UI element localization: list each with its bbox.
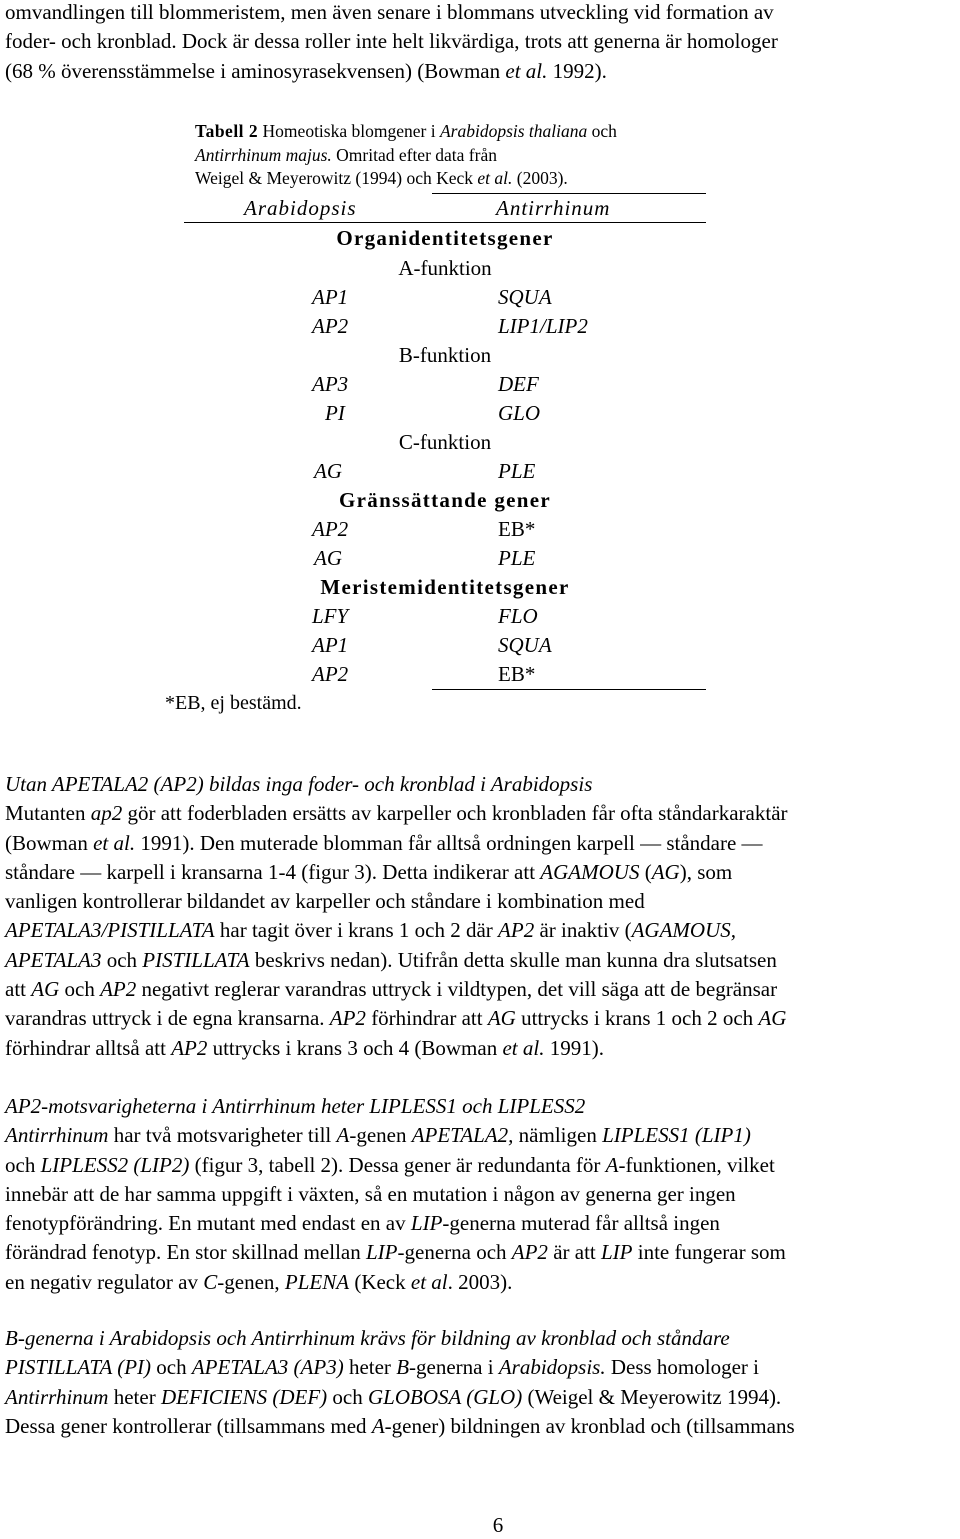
- table-cell: PLE: [498, 459, 536, 483]
- section2: AP2-motsvarigheterna i Antirrhinum heter LIPLESS1 och LIPLESS2 Antirrhinum har två motsvarigheter till A-genen APETALA2, nämligen LIPLESS1 (LIP1) och LIPLESS2 (LIP2) (figur 3, tabell 2). Dessa gener är redundanta för A-funktionen, vilket innebär att de har samma uppgift i växten, så en mutation i någon av generna ger ingen fenotypförändring. En mutant med endast en av LIP-generna muterad får alltså ingen förändrad fenotyp. En stor skillnad mellan LIP-generna och AP2 är att LIP inte fungerar som en negativ regulator av C-genen, PLENA (Keck et al. 2003).: [5, 1094, 786, 1294]
- table-bottom-rule: [432, 689, 706, 690]
- intro-line-2: foder- och kronblad. Dock är dessa roller inte helt likvärdiga, trots att generna är homologer: [5, 29, 778, 54]
- table-header-rule: [184, 222, 706, 223]
- table-cell: AP1: [312, 633, 349, 657]
- table-cell: EB*: [498, 662, 536, 686]
- col-header-arabidopsis: Arabidopsis: [244, 196, 357, 220]
- intro-paragraph: [5, 0, 955, 86]
- function-label: B-funktion: [398, 343, 492, 367]
- intro-line-1: omvandlingen till blommeristem, men även senare i blommans utveckling vid formation av: [5, 0, 774, 24]
- intro-line-3: (68 % överensstämmelse i aminosyrasekvensen) (Bowman: [5, 58, 506, 83]
- table-cell: AG: [314, 459, 342, 483]
- intro-tail: 1992).: [547, 58, 607, 83]
- table-caption: Tabell 2 Homeotiska blomgener i Arabidopsis thaliana och Antirrhinum majus. Omritad efter data från Weigel & Meyerowitz (1994) och Keck et al. (2003).: [195, 121, 617, 188]
- table-cell: SQUA: [498, 285, 552, 309]
- page-number: 6: [492, 1513, 504, 1537]
- table-cell: LFY: [312, 604, 349, 628]
- table-cell: AP2: [312, 314, 349, 338]
- table-cell: DEF: [498, 372, 539, 396]
- table-cell: PLE: [498, 546, 536, 570]
- table-cell: LIP1/LIP2: [498, 314, 588, 338]
- function-label: A-funktion: [398, 256, 492, 280]
- section2-heading: AP2-motsvarigheterna i Antirrhinum heter LIPLESS1 och LIPLESS2: [5, 1094, 586, 1118]
- table-cell: AP2: [312, 662, 349, 686]
- table-cell: AP3: [312, 372, 349, 396]
- section1-heading: Utan APETALA2 (AP2) bildas inga foder- och kronblad i Arabidopsis: [5, 772, 593, 796]
- section-title: Gränssättande gener: [339, 488, 551, 512]
- table-top-rule: [432, 193, 706, 194]
- section3-heading: B-generna i Arabidopsis och Antirrhinum krävs för bildning av kronblad och ståndare: [5, 1326, 730, 1350]
- section-title: Organidentitetsgener: [336, 226, 554, 250]
- section1: Utan APETALA2 (AP2) bildas inga foder- och kronblad i Arabidopsis Mutanten ap2 gör att foderbladen ersätts av karpeller och kronbladen får ofta ståndarkaraktär (Bowman et al. 1991). Den muterade blomman får alltså ordningen karpell — ståndare — ståndare — karpell i kransarna 1-4 (figur 3). Detta indikerar att AGAMOUS (AG), som vanligen kontrollerar bildandet av karpeller och ståndare i kombination med APETALA3/PISTILLATA har tagit över i krans 1 och 2 där AP2 är inaktiv (AGAMOUS, APETALA3 och PISTILLATA beskrivs nedan). Utifrån detta skulle man kunna dra slutsatsen att AG och AP2 negativt reglerar varandras uttryck i vildtypen, det vill säga att de begränsar varandras uttryck i de egna kransarna. AP2 förhindrar att AG uttrycks i krans 1 och 2 och AG förhindrar alltså att AP2 uttrycks i krans 3 och 4 (Bowman et al. 1991).: [5, 772, 788, 1060]
- table-cell: EB*: [498, 517, 536, 541]
- section-title: Meristemidentitetsgener: [320, 575, 570, 599]
- table-cell: SQUA: [498, 633, 552, 657]
- table-footnote: *EB, ej bestämd.: [165, 692, 302, 714]
- table-cell: AP2: [312, 517, 349, 541]
- section3: B-generna i Arabidopsis och Antirrhinum krävs för bildning av kronblad och ståndare PISTILLATA (PI) och APETALA3 (AP3) heter B-generna i Arabidopsis. Dess homologer i Antirrhinum heter DEFICIENS (DEF) och GLOBOSA (GLO) (Weigel & Meyerowitz 1994). Dessa gener kontrollerar (tillsammans med A-gener) bildningen av kronblad och (tillsammans: [5, 1326, 795, 1438]
- intro-etal: et al.: [505, 58, 548, 83]
- table-cell: FLO: [498, 604, 538, 628]
- table-cell: PI: [325, 401, 345, 425]
- table-cell: GLO: [498, 401, 541, 425]
- table-cell: AP1: [312, 285, 349, 309]
- col-header-antirrhinum: Antirrhinum: [496, 196, 611, 220]
- function-label: C-funktion: [398, 430, 492, 454]
- table-cell: AG: [314, 546, 342, 570]
- table-label: Tabell 2: [195, 121, 259, 141]
